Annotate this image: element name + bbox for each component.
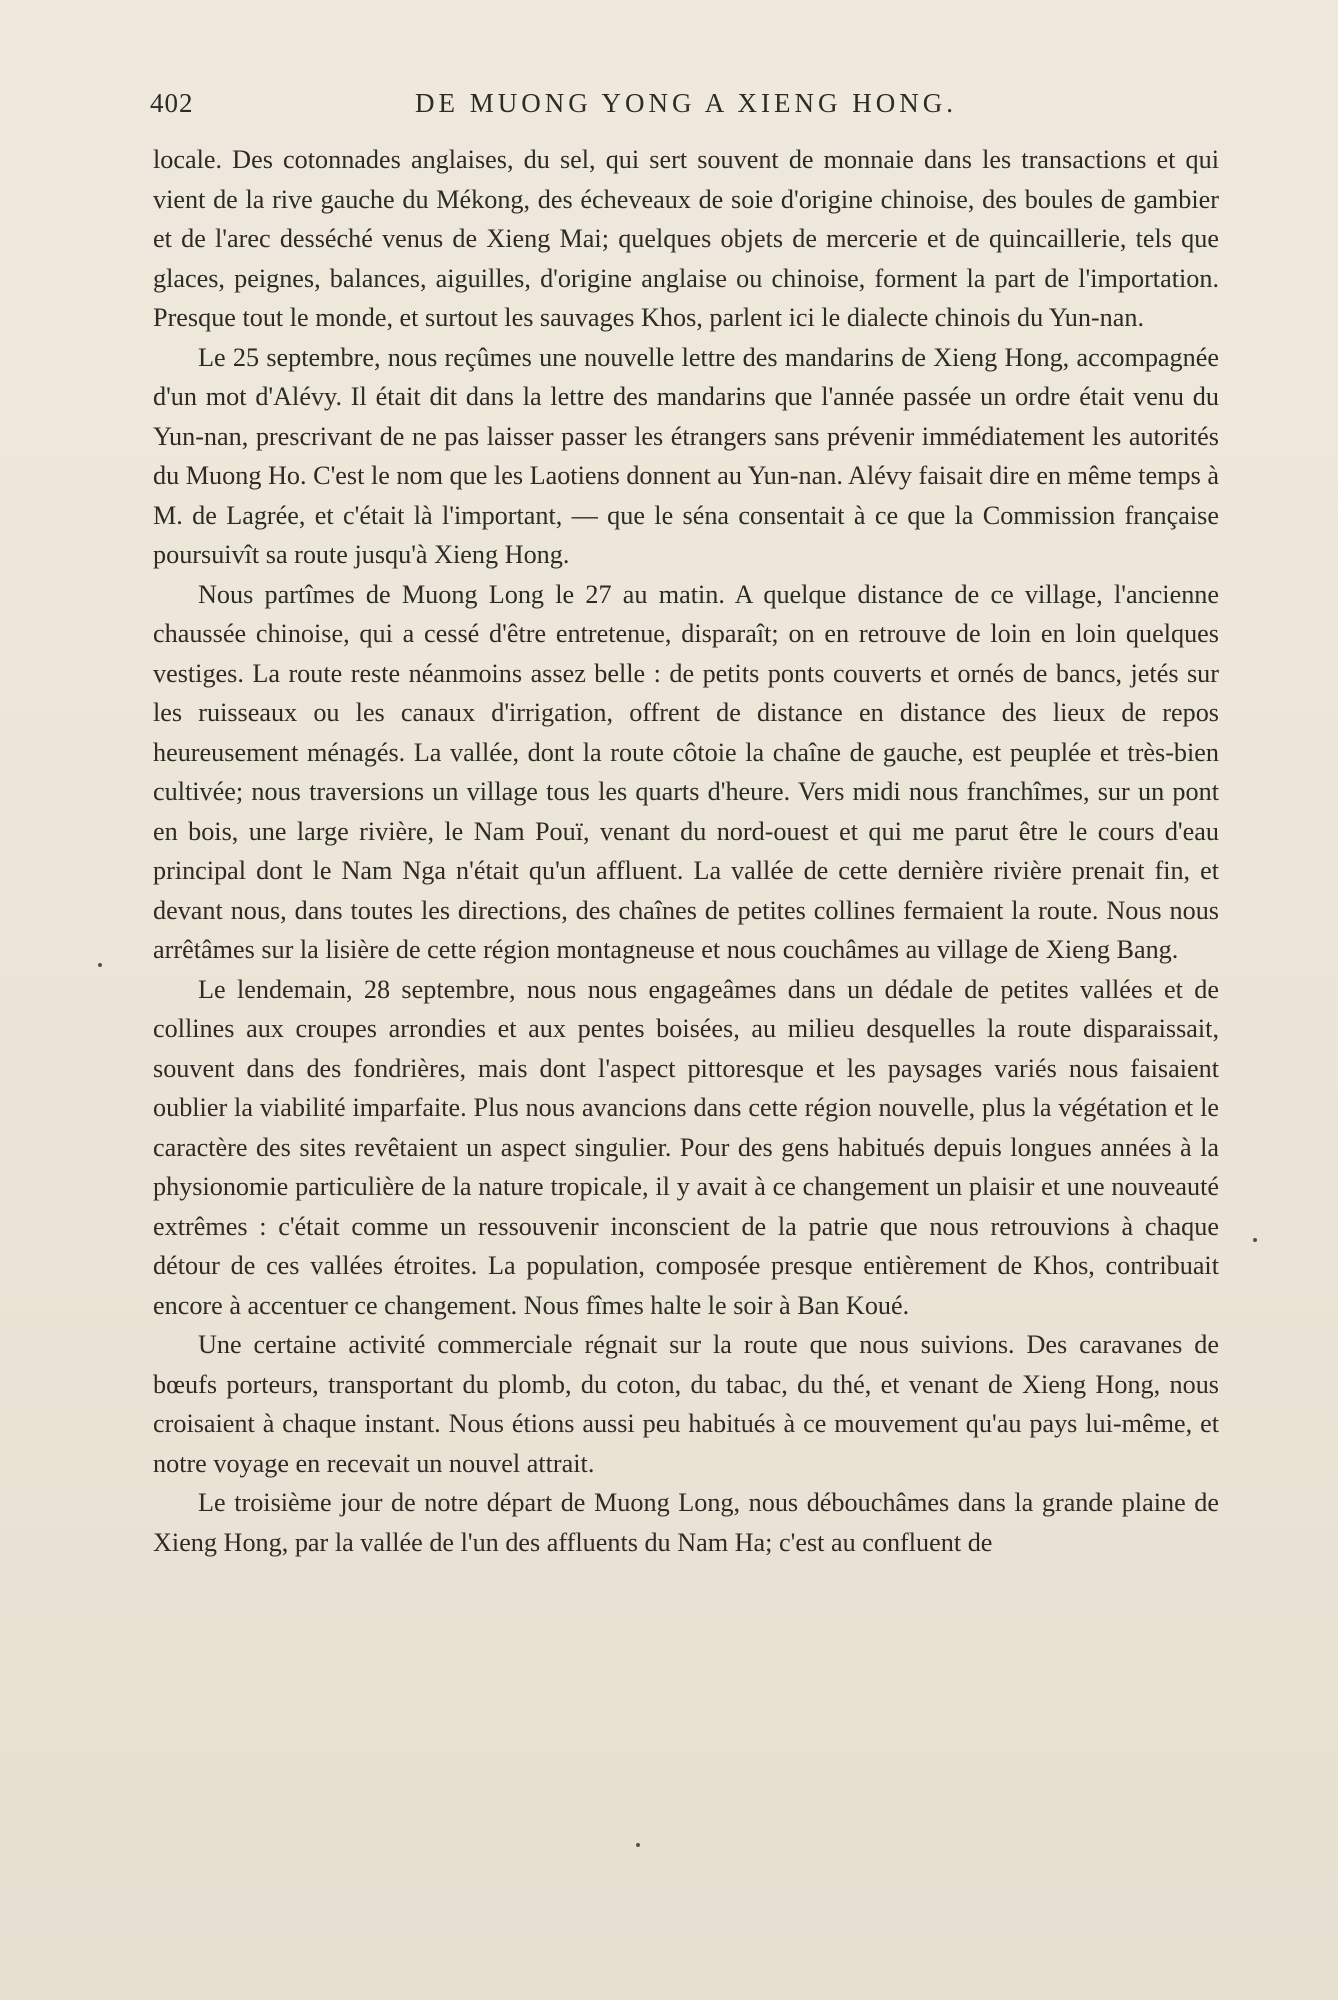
paragraph-4: Le lendemain, 28 septembre, nous nous engageâmes dans un dédale de petites vallées et de collines aux croupes arrondies et aux pentes boisées, au milieu desquelles la route disparaissait, souvent dans des fondrières, mais dont l'aspect pittoresque et les paysages variés nous faisaient oublier la viabilité imparfaite. Plus nous avancions dans cette région nouvelle, plus la végétation et le caractère des sites revêtaient un aspect singulier. Pour des gens habitués depuis longues années à la physionomie particulière de la nature tropicale, il y avait à ce changement un plaisir et une nouveauté extrêmes : c'était comme un ressouvenir inconscient de la patrie que nous retrouvions à chaque détour de ces vallées étroites. La population, composée presque entièrement de Khos, contribuait encore à accentuer ce changement. Nous fîmes halte le soir à Ban Koué. xyxy=(153,974,1219,1320)
paragraph-6: Le troisième jour de notre départ de Muong Long, nous débouchâmes dans la grande plaine de Xieng Hong, par la vallée de l'un des affluents du Nam Ha; c'est au confluent de xyxy=(153,1488,1219,1557)
paragraph-2: Le 25 septembre, nous reçûmes une nouvelle lettre des mandarins de Xieng Hong, accompagnée d'un mot d'Alévy. Il était dit dans la lettre des mandarins que l'année passée un ordre était venu du Yun-nan, prescrivant de ne pas laisser passer les étrangers sans prévenir immédiatement les autorités du Muong Ho. C'est le nom que les Laotiens donnent au Yun-nan. Alévy faisait dire en même temps à M. de Lagrée, et c'était là l'important, — que le séna consentait à ce que la Commission française poursuivît sa route jusqu'à Xieng Hong. xyxy=(153,342,1219,569)
page-number: 402 xyxy=(150,88,194,118)
paragraph-5: Une certaine activité commerciale régnait sur la route que nous suivions. Des caravanes de bœufs porteurs, transportant du plomb, du coton, du tabac, du thé, et venant de Xieng Hong, nous croisaient à chaque instant. Nous étions aussi peu habitués à ce mouvement qu'au pays lui-même, et notre voyage en recevait un nouvel attrait. xyxy=(153,1330,1219,1478)
paragraph-3: Nous partîmes de Muong Long le 27 au matin. A quelque distance de ce village, l'ancienne chaussée chinoise, qui a cessé d'être entretenue, disparaît; on en retrouve de loin en loin quelques vestiges. La route reste néanmoins assez belle : de petits ponts couverts et ornés de bancs, jetés sur les ruisseaux ou les canaux d'irrigation, offrent de distance en distance des lieux de repos heureusement ménagés. La vallée, dont la route côtoie la chaîne de gauche, est peuplée et très-bien cultivée; nous traversions un village tous les quarts d'heure. Vers midi nous franchîmes, sur un pont en bois, une large rivière, le Nam Pouï, venant du nord-ouest et qui me parut être le cours d'eau principal dont le Nam Nga n'était qu'un affluent. La vallée de cette dernière rivière prenait fin, et devant nous, dans toutes les directions, des chaînes de petites collines fermaient la route. Nous nous arrêtâmes sur la lisière de cette région montagneuse et nous couchâmes au village de Xieng Bang. xyxy=(153,579,1219,964)
running-title: DE MUONG YONG A XIENG HONG. xyxy=(415,88,957,118)
bottom-speck xyxy=(636,1843,640,1847)
body-text xyxy=(153,140,1219,1562)
paragraph-1: locale. Des cotonnades anglaises, du sel, qui sert souvent de monnaie dans les transactions et qui vient de la rive gauche du Mékong, des écheveaux de soie d'origine chinoise, des boules de gambier et de l'arec desséché venus de Xieng Mai; quelques objets de mercerie et de quincaillerie, tels que glaces, peignes, balances, aiguilles, d'origine anglaise ou chinoise, forment la part de l'importation. Presque tout le monde, et surtout les sauvages Khos, parlent ici le dialecte chinois du Yun-nan. xyxy=(153,145,1219,332)
page-header xyxy=(150,88,1222,128)
margin-speck xyxy=(98,963,102,967)
margin-speck xyxy=(1253,1238,1257,1242)
